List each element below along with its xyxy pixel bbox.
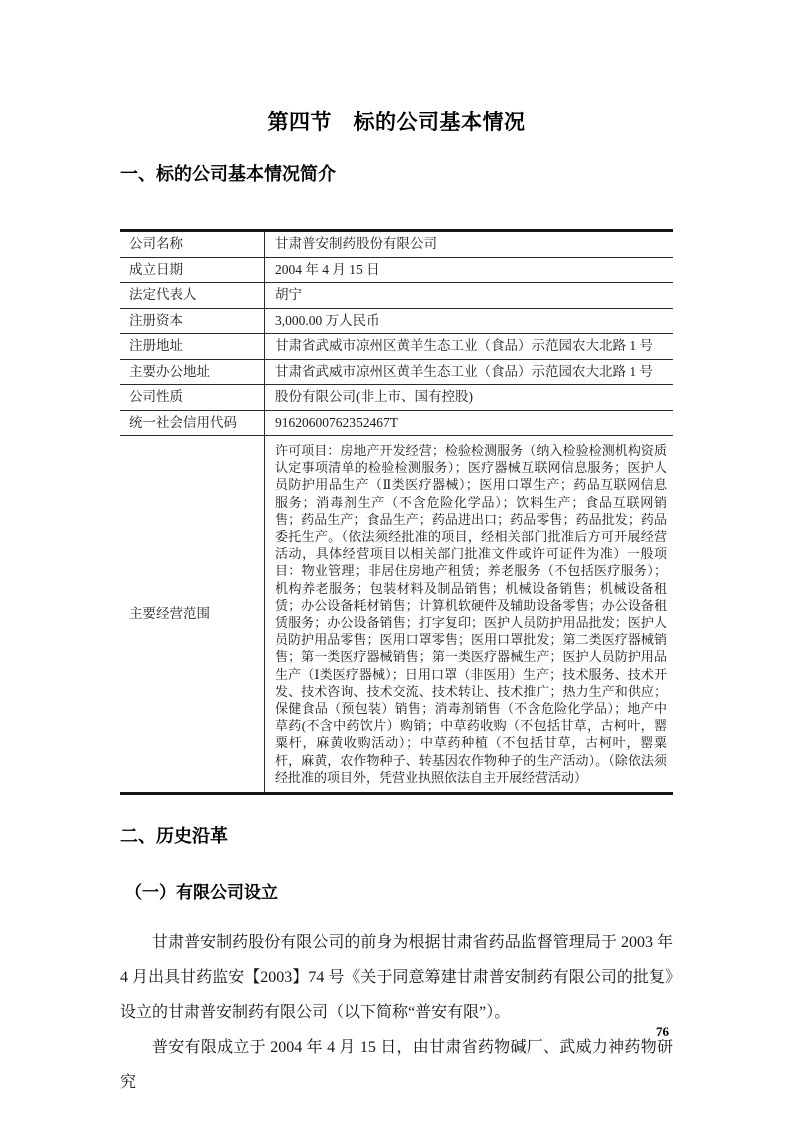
section-heading-history: 二、历史沿革 (120, 826, 228, 847)
body-text-block (120, 925, 673, 1100)
body-paragraph: 甘肃普安制药股份有限公司的前身为根据甘肃省药品监督管理局于 2003 年 4 月出具甘药监安【2003】74 号《关于同意筹建甘肃普安制药有限公司的批复》设立的甘肃普安制药有限公司（以下简称“普安有限”）。 (120, 934, 673, 1022)
page-title: 第四节 标的公司基本情况 (267, 111, 526, 134)
table-row (120, 308, 673, 334)
subsection-heading-limited-company-establishment: （一）有限公司设立 (125, 883, 278, 903)
table-row (120, 410, 673, 436)
row-value: 2004 年 4 月 15 日 (275, 261, 380, 277)
table-row-business-scope (120, 436, 673, 794)
row-label: 注册资本 (120, 308, 265, 334)
row-label: 成立日期 (120, 257, 265, 283)
row-label: 统一社会信用代码 (120, 410, 265, 436)
table-row (120, 334, 673, 360)
row-value: 许可项目：房地产开发经营；检验检测服务（纳入检验检测机构资质认定事项清单的检验检测服务）；医疗器械互联网信息服务；医护人员防护用品生产（Ⅱ类医疗器械）；医用口罩生产；药品互联网信息服务；消毒剂生产（不含危险化学品）；饮料生产；食品互联网销售；药品生产；食品生产；药品进出口；药品零售；药品批发；药品委托生产。（依法须经批准的项目，经相关部门批准后方可开展经营活动，具体经营项目以相关部门批准文件或许可证件为准）一般项目：物业管理；非居住房地产租赁；养老服务（不包括医疗服务）；机构养老服务；包装材料及制品销售；机械设备销售；机械设备租赁；办公设备耗材销售；计算机软硬件及辅助设备零售；办公设备租赁服务；办公设备销售；打字复印；医护人员防护用品批发；医护人员防护用品零售；医用口罩零售；医用口罩批发；第二类医疗器械销售；第一类医疗器械销售；第一类医疗器械生产；医护人员防护用品生产（Ⅰ类医疗器械）；日用口罩（非医用）生产；技术服务、技术开发、技术咨询、技术交流、技术转让、技术推广；热力生产和供应；保健食品（预包装）销售；消毒剂销售（不含危险化学品）；地产中草药(不含中药饮片）购销；中草药收购（不包括甘草，古柯叶，罂粟杆，麻黄收购活动）；中草药种植（不包括甘草，古柯叶，罂粟杆，麻黄，农作物种子、转基因农作物种子的生产活动）。（除依法须经批准的项目外，凭营业执照依法自主开展经营活动） (275, 443, 667, 785)
row-value: 甘肃普安制药股份有限公司 (275, 236, 437, 251)
row-value: 股份有限公司(非上市、国有控股) (275, 389, 473, 404)
row-label: 法定代表人 (120, 283, 265, 309)
row-value: 胡宁 (275, 287, 302, 302)
row-label: 主要经营范围 (120, 436, 265, 794)
company-info-table (120, 229, 673, 795)
page-content (120, 0, 673, 1100)
body-paragraph: 普安有限成立于 2004 年 4 月 15 日，由甘肃省药物碱厂、武威力神药物研究 (120, 1039, 673, 1092)
row-value: 甘肃省武威市凉州区黄羊生态工业（食品）示范园农大北路 1 号 (275, 363, 653, 379)
row-label: 主要办公地址 (120, 359, 265, 385)
row-label: 公司名称 (120, 231, 265, 258)
page-number: 76 (656, 1024, 669, 1039)
row-value: 3,000.00 万人民币 (275, 312, 380, 328)
table-row (120, 359, 673, 385)
table-row (120, 257, 673, 283)
section-heading-basic-info: 一、标的公司基本情况简介 (120, 164, 336, 184)
table-row (120, 385, 673, 411)
table-row (120, 283, 673, 309)
row-label: 注册地址 (120, 334, 265, 360)
row-value: 甘肃省武威市凉州区黄羊生态工业（食品）示范园农大北路 1 号 (275, 338, 653, 353)
row-label: 公司性质 (120, 385, 265, 411)
row-value: 91620600762352467T (275, 414, 398, 430)
table-row (120, 231, 673, 258)
